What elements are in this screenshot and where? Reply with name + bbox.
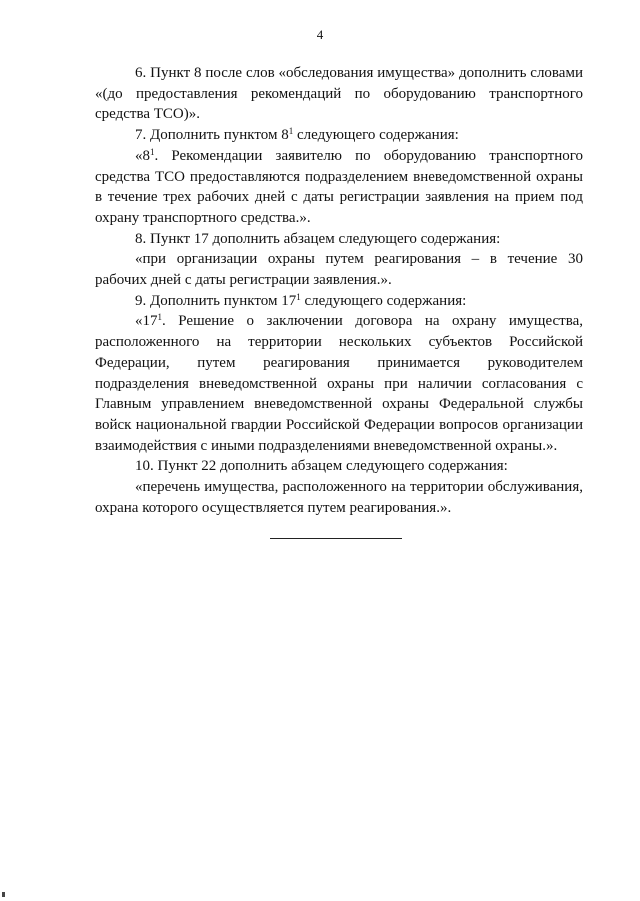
paragraph-text: 10. Пункт 22 дополнить абзацем следующего содержания: xyxy=(135,458,508,475)
paragraph-item-8-1-text xyxy=(95,146,583,229)
paragraph-text-continued: следующего содержания: xyxy=(293,127,459,144)
paragraph-text-continued: следующего содержания: xyxy=(300,292,467,309)
paragraph-item-6 xyxy=(95,63,583,125)
paragraph-item-17-addition xyxy=(95,249,583,290)
paragraph-text-continued: . Решение о заключении договора на охрану имущества, расположенного на территории нескольких субъектов Российской Федерации, путем реагирования принимается руководителем подразделения вневедомственной охраны при наличии согласования с Главным управлением вневедомственной охраны Федеральной службы войск национальной гвардии Российской Федерации вопросов организации взаимодействия с иными подразделениями вневедомственной охраны.». xyxy=(95,313,583,454)
paragraph-item-7 xyxy=(95,125,583,146)
paragraph-text: 8. Пункт 17 дополнить абзацем следующего содержания: xyxy=(135,230,501,247)
paragraph-text: «8 xyxy=(135,147,150,164)
paragraph-text: 6. Пункт 8 после слов «обследования имущества» дополнить словами «(до предоставления рекомендаций по оборудованию транспортного средства ТСО)». xyxy=(95,65,583,123)
paragraph-text: «17 xyxy=(135,313,158,330)
page-number: 4 xyxy=(316,27,324,42)
paragraph-item-8 xyxy=(95,229,583,250)
document-body xyxy=(95,63,583,518)
scan-mark xyxy=(2,892,5,897)
paragraph-text-continued: . Рекомендации заявителю по оборудованию транспортного средства ТСО предоставляются подразделением вневедомственной охраны в течение трех рабочих дней с даты регистрации заявления на прием под охрану транспортного средства.». xyxy=(95,147,583,226)
paragraph-text: «перечень имущества, расположенного на территории обслуживания, охрана которого осуществляется путем реагирования.». xyxy=(95,479,583,516)
superscript-index: 1 xyxy=(157,312,162,323)
superscript-index: 1 xyxy=(288,126,294,137)
superscript-index: 1 xyxy=(296,291,301,302)
paragraph-text: «при организации охраны путем реагирования – в течение 30 рабочих дней с даты регистрации заявления.». xyxy=(95,251,583,289)
paragraph-item-9 xyxy=(95,291,583,312)
paragraph-item-22-addition xyxy=(95,477,583,518)
paragraph-item-17-1-text xyxy=(95,311,583,456)
paragraph-text: 9. Дополнить пунктом 17 xyxy=(135,292,297,309)
paragraph-text: 7. Дополнить пунктом 8 xyxy=(135,127,289,144)
closing-separator-line xyxy=(270,538,402,539)
paragraph-item-10 xyxy=(95,456,583,477)
superscript-index: 1 xyxy=(150,146,155,157)
